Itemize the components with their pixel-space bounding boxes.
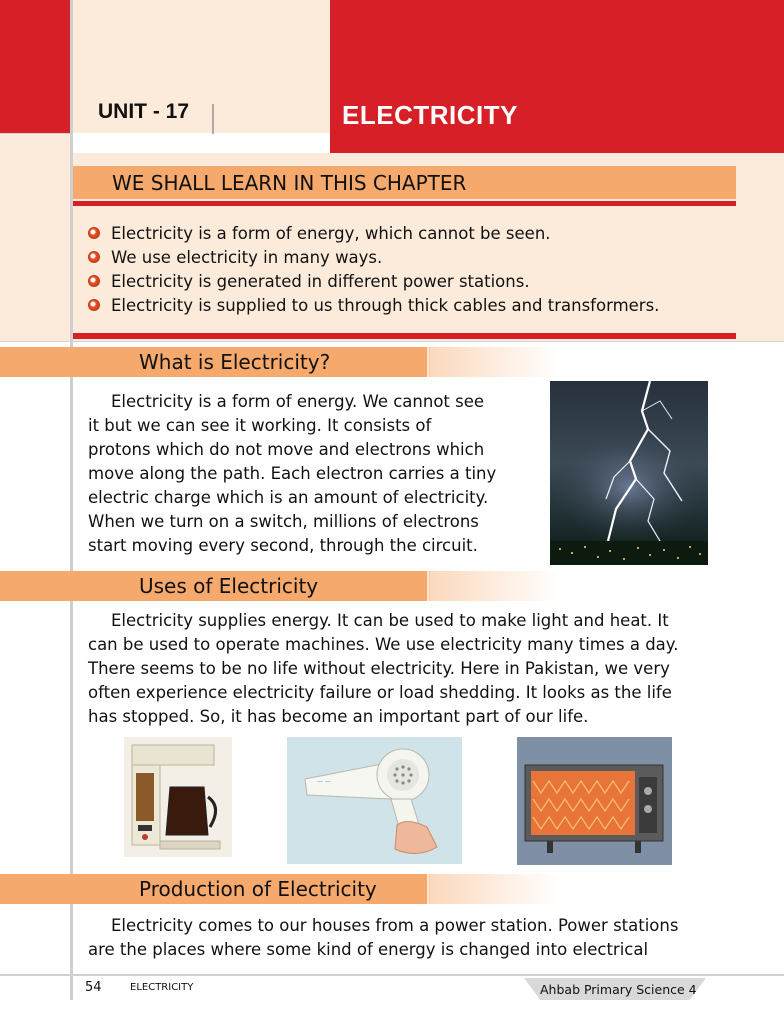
text-line: Electricity supplies energy. It can be used to make light and heat. It xyxy=(111,611,669,630)
text-line: start moving every second, through the circuit. xyxy=(88,536,478,555)
bullet-icon xyxy=(88,251,100,263)
lightning-image xyxy=(550,381,708,565)
cream-side-panel xyxy=(0,133,70,341)
text-line: are the places where some kind of energy is changed into electrical xyxy=(88,940,649,959)
margin-guide-line xyxy=(70,0,73,1000)
text-line: When we turn on a switch, millions of electrons xyxy=(88,512,479,531)
footer-book-name: Ahbab Primary Science 4 xyxy=(540,982,697,997)
hair-dryer-image xyxy=(287,737,462,864)
unit-separator xyxy=(212,104,214,134)
margin-rule xyxy=(0,133,70,134)
text-line: can be used to operate machines. We use electricity many times a day. xyxy=(88,635,679,654)
learn-box-rule xyxy=(73,201,736,206)
text-line: electric charge which is an amount of electricity. xyxy=(88,488,489,507)
page-title: ELECTRICITY xyxy=(342,100,518,130)
text-line: Electricity is a form of energy. We cannot see xyxy=(111,392,485,411)
margin-rule xyxy=(0,341,784,342)
text-line: Electricity comes to our houses from a power station. Power stations xyxy=(111,916,679,935)
learn-box-title: WE SHALL LEARN IN THIS CHAPTER xyxy=(112,171,467,195)
bullet-icon xyxy=(88,275,100,287)
list-item xyxy=(88,245,659,269)
svg-text:— —: — — xyxy=(317,778,331,785)
list-item-text: Electricity is a form of energy, which cannot be seen. xyxy=(111,223,551,243)
paragraph-production xyxy=(88,914,678,962)
electric-heater-image xyxy=(517,737,672,865)
text-line: often experience electricity failure or load shedding. It looks as the life xyxy=(88,683,672,702)
text-line: move along the path. Each electron carries a tiny xyxy=(88,464,497,483)
list-item xyxy=(88,221,659,245)
list-item xyxy=(88,269,659,293)
learn-box-list xyxy=(88,221,659,317)
unit-label: UNIT - 17 xyxy=(98,100,190,123)
list-item-text: We use electricity in many ways. xyxy=(111,247,383,267)
text-line: it but we can see it working. It consists of xyxy=(88,416,432,435)
list-item-text: Electricity is generated in different power stations. xyxy=(111,271,530,291)
text-line: There seems to be no life without electricity. Here in Pakistan, we very xyxy=(88,659,670,678)
section-title-uses: Uses of Electricity xyxy=(139,574,319,598)
header-red-corner xyxy=(0,0,70,133)
section-title-what: What is Electricity? xyxy=(139,350,331,374)
bullet-icon xyxy=(88,299,100,311)
section-title-production: Production of Electricity xyxy=(139,877,377,901)
coffee-maker-image xyxy=(124,737,232,857)
text-line: has stopped. So, it has become an important part of our life. xyxy=(88,707,589,726)
footer-rule xyxy=(0,974,784,976)
cream-right-panel xyxy=(757,153,784,341)
paragraph-uses xyxy=(88,609,678,729)
learn-box-bottom-rule xyxy=(73,333,736,339)
bullet-icon xyxy=(88,227,100,239)
text-line: protons which do not move and electrons which xyxy=(88,440,485,459)
list-item xyxy=(88,293,659,317)
paragraph-what xyxy=(88,390,496,558)
list-item-text: Electricity is supplied to us through thick cables and transformers. xyxy=(111,295,660,315)
page-number: 54 xyxy=(85,980,102,995)
footer-chapter: ELECTRICITY xyxy=(130,982,194,993)
